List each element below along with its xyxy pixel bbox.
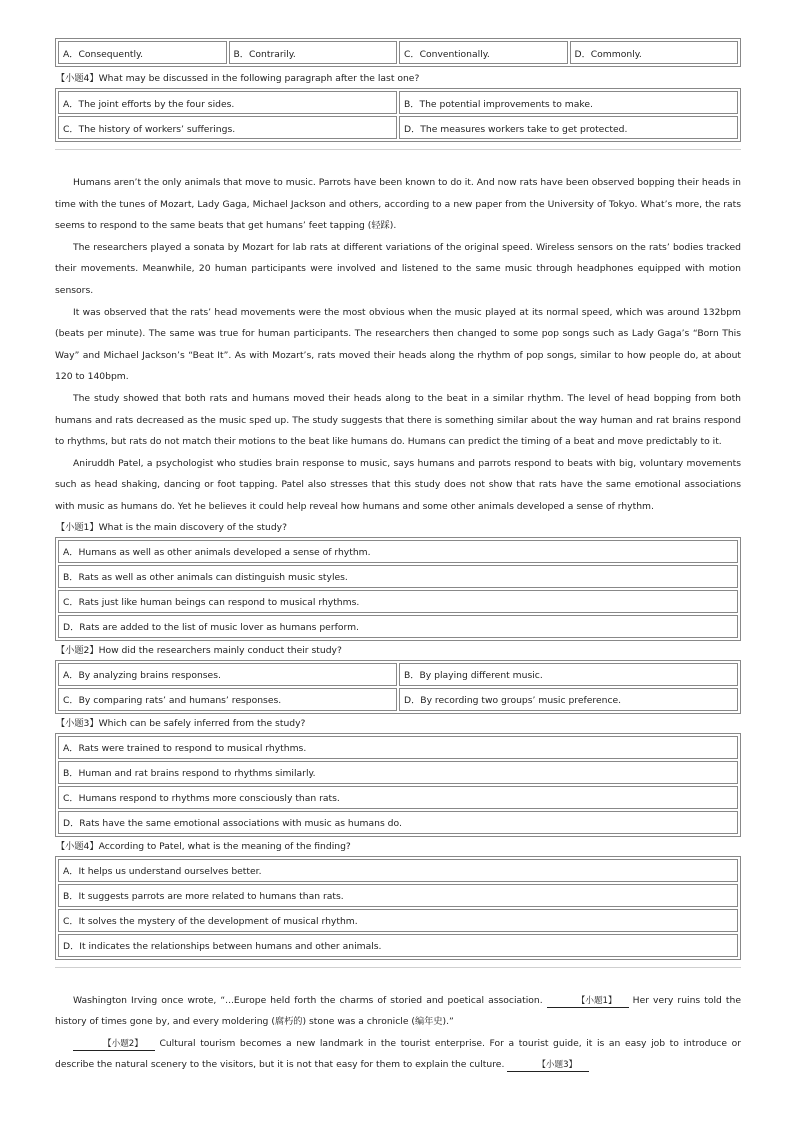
passage-text: Her very ruins told the history of times gone by, and every moldering (腐朽的) stone was a chronicle (编年史).” xyxy=(55,994,741,1028)
passage-paragraph: The study showed that both rats and humans moved their heads along to the beat in a similar rhythm. The level of head bopping from both humans and rats decreased as the music sped up. The study suggests that there is something similar about the way human and rat brains respond to rhythms, but rats do not match their motions to the beat like humans do. Humans can predict the timing of a beat and move predictably to it. xyxy=(55,392,741,448)
passage-paragraph: Aniruddh Patel, a psychologist who studies brain response to music, says humans and parrots respond to beats with big, voluntary movements such as head shaking, dancing or foot tapping. Patel also stresses that this study does not show that rats have the same emotional associations with music as humans do. Yet he believes it could help reveal how humans and some other animals developed a sense of rhythm. xyxy=(55,457,741,512)
option-c[interactable]: C．The history of workers’ sufferings. xyxy=(58,116,397,139)
passage-text: Washington Irving once wrote, “...Europe held forth the charms of storied and poetical association. xyxy=(73,994,543,1006)
option-b[interactable]: B．The potential improvements to make. xyxy=(399,91,738,114)
option-c[interactable]: C．By comparing rats’ and humans’ responses. xyxy=(58,688,397,711)
option-a[interactable]: A．Humans as well as other animals developed a sense of rhythm. xyxy=(58,540,738,563)
passage-paragraph: The researchers played a sonata by Mozart for lab rats at different variations of the original speed. Wireless sensors on the rats’ bodies tracked their movements. Meanwhile, 20 human participants were involved and listened to the same music through headphones equipped with motion sensors. xyxy=(55,241,741,296)
answer-blank-2[interactable]: 【小题2】 xyxy=(73,1038,155,1051)
passage-text: Cultural tourism becomes a new landmark in the tourist enterprise. For a tourist guide, it is an easy job to introduce or describe the natural scenery to the visitors, but it is not that easy for them to explain the culture. xyxy=(55,1037,741,1071)
answer-blank-1[interactable]: 【小题1】 xyxy=(547,995,629,1008)
option-a[interactable]: A．Consequently. xyxy=(58,41,227,64)
option-b[interactable]: B．Contrarily. xyxy=(229,41,398,64)
q4-options xyxy=(55,856,741,960)
section-divider xyxy=(55,967,741,968)
option-d[interactable]: D．Rats have the same emotional associations with music as humans do. xyxy=(58,811,738,834)
option-b[interactable]: B．It suggests parrots are more related to humans than rats. xyxy=(58,884,738,907)
option-b[interactable]: B．Rats as well as other animals can distinguish music styles. xyxy=(58,565,738,588)
option-b[interactable]: B．By playing different music. xyxy=(399,663,738,686)
q2-options xyxy=(55,660,741,714)
prev-q4-options xyxy=(55,88,741,142)
question-stem: 【小题3】Which can be safely inferred from the study? xyxy=(56,717,306,729)
passage-paragraph xyxy=(55,1033,741,1076)
question-stem: 【小题4】What may be discussed in the following paragraph after the last one? xyxy=(56,73,420,84)
answer-blank-3[interactable]: 【小题3】 xyxy=(507,1059,589,1072)
option-b[interactable]: B．Human and rat brains respond to rhythms similarly. xyxy=(58,761,738,784)
option-c[interactable]: C．It solves the mystery of the development of musical rhythm. xyxy=(58,909,738,932)
option-c[interactable]: C．Rats just like human beings can respond to musical rhythms. xyxy=(58,590,738,613)
q3-options xyxy=(55,733,741,837)
option-d[interactable]: D．Rats are added to the list of music lover as humans perform. xyxy=(58,615,738,638)
passage-paragraph: It was observed that the rats’ head movements were the most obvious when the music played at its normal speed, which was around 132bpm (beats per minute). The same was true for human participants. The researchers then changed to some pop songs such as Lady Gaga’s “Born This Way” and Michael Jackson’s “Beat It”. As with Mozart’s, rats moved their heads along the rhythm of pop songs, similar to how people do, at about 120 to 140bpm. xyxy=(55,306,741,383)
reading-passage xyxy=(55,172,741,518)
passage-paragraph: Humans aren’t the only animals that move to music. Parrots have been known to do it. And now rats have been observed bopping their heads in time with the tunes of Mozart, Lady Gaga, Michael Jackson and others, according to a new paper from the University of Tokyo. What’s more, the rats seems to respond to the same beats that get humans’ feet tapping (轻踩). xyxy=(55,177,741,232)
option-c[interactable]: C．Humans respond to rhythms more consciously than rats. xyxy=(58,786,738,809)
next-passage xyxy=(55,990,741,1076)
option-a[interactable]: A．Rats were trained to respond to musical rhythms. xyxy=(58,736,738,759)
passage-paragraph xyxy=(55,990,741,1033)
option-d[interactable]: D．Commonly. xyxy=(570,41,739,64)
option-d[interactable]: D．By recording two groups’ music preference. xyxy=(399,688,738,711)
option-c[interactable]: C．Conventionally. xyxy=(399,41,568,64)
question-stem: 【小题1】What is the main discovery of the study? xyxy=(56,521,287,533)
question-stem: 【小题2】How did the researchers mainly conduct their study? xyxy=(56,644,342,656)
page xyxy=(55,38,741,1076)
q1-options xyxy=(55,537,741,641)
option-d[interactable]: D．It indicates the relationships between humans and other animals. xyxy=(58,934,738,957)
question-stem: 【小题4】According to Patel, what is the meaning of the finding? xyxy=(56,840,351,852)
option-a[interactable]: A．It helps us understand ourselves better. xyxy=(58,859,738,882)
option-d[interactable]: D．The measures workers take to get protected. xyxy=(399,116,738,139)
section-divider xyxy=(55,149,741,150)
prev-q3-options xyxy=(55,38,741,67)
option-a[interactable]: A．By analyzing brains responses. xyxy=(58,663,397,686)
option-a[interactable]: A．The joint efforts by the four sides. xyxy=(58,91,397,114)
